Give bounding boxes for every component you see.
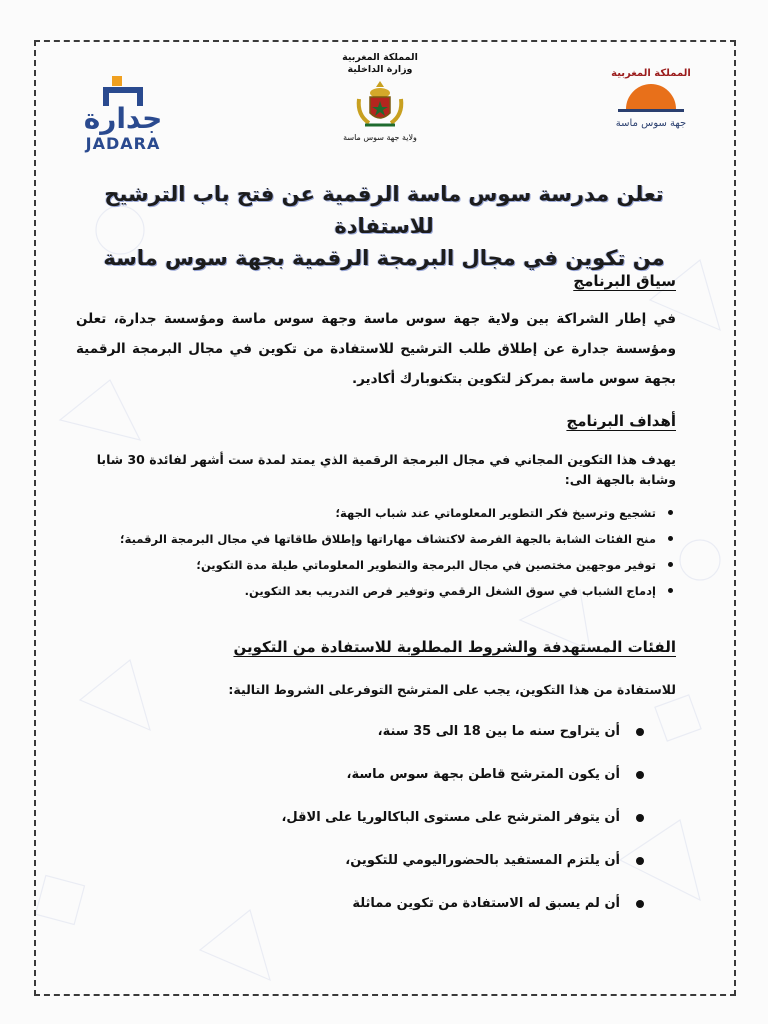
- government-header: [320, 52, 440, 143]
- region-logo: [608, 68, 694, 158]
- bullet-icon: [636, 814, 644, 822]
- objective-text: منح الفئات الشابة بالجهة الفرصة لاكتشاف مهاراتها وإطلاق طاقاتها في مجال البرمجة الرقمية؛: [120, 532, 656, 546]
- list-item: [100, 808, 620, 851]
- condition-text: أن يتراوح سنه ما بين 18 الى 35 سنة،: [377, 724, 620, 739]
- bullet-icon: [668, 562, 673, 567]
- sun-logo-icon: [608, 79, 694, 115]
- jadara-logo: [78, 76, 168, 153]
- jadara-logo-latin: JADARA: [85, 134, 161, 153]
- list-item: [100, 894, 620, 937]
- coat-of-arms-icon: [353, 79, 407, 131]
- list-item: [56, 500, 656, 526]
- ministry-label: وزارة الداخلية: [347, 64, 413, 75]
- condition-text: أن يكون المترشح قاطن بجهة سوس ماسة،: [346, 767, 620, 782]
- list-item: [100, 851, 620, 894]
- conditions-list: [100, 722, 648, 937]
- region-logo-name: جهة سوس ماسة: [615, 118, 687, 129]
- kingdom-label: المملكة المغربية: [342, 52, 418, 63]
- list-item: [56, 552, 656, 578]
- title-line-2: من تكوين في مجال البرمجة الرقمية بجهة سوس ماسة: [103, 246, 665, 270]
- condition-text: أن يتوفر المترشح على مستوى الباكالوريا على الاقل،: [281, 810, 620, 825]
- bullet-icon: [636, 857, 644, 865]
- context-paragraph: في إطار الشراكة بين ولاية جهة سوس ماسة وجهة سوس ماسة ومؤسسة جدارة، تعلن ومؤسسة جدارة عن إطلاق طلب الترشيح للاستفادة من تكوين في مجال البرمجة الرقمية بجهة سوس ماسة بمركز لتكوين بتكنوبارك أكادير.: [76, 311, 676, 387]
- context-heading: سياق البرنامج: [573, 272, 676, 290]
- bullet-icon: [636, 728, 644, 736]
- list-item: [100, 765, 620, 808]
- objectives-intro: يهدف هذا التكوين المجاني في مجال البرمجة الرقمية الذي يمتد لمدة ست أشهر لفائدة 30 شابا وشابة بالجهة الى:: [96, 452, 676, 487]
- jadara-logo-arabic: جدارة: [83, 102, 163, 135]
- conditions-heading: الفئات المستهدفة والشروط المطلوبة للاستفادة من التكوين: [233, 638, 676, 656]
- bullet-icon: [668, 588, 673, 593]
- region-logo-kingdom: المملكة المغربية: [611, 68, 691, 79]
- bullet-icon: [636, 900, 644, 908]
- title-line-1: تعلن مدرسة سوس ماسة الرقمية عن فتح باب الترشيح للاستفادة: [104, 182, 664, 238]
- objective-text: توفير موجهين مختصين في مجال البرمجة والتطوير المعلوماتي طيلة مدة التكوين؛: [196, 558, 656, 572]
- wilaya-label: ولاية جهة سوس ماسة: [343, 133, 417, 142]
- objectives-list: [56, 500, 676, 604]
- condition-text: أن يلتزم المستفيد بالحضوراليومي للتكوين،: [345, 853, 620, 868]
- condition-text: أن لم يسبق له الاستفادة من تكوين مماثلة: [352, 896, 620, 911]
- bullet-icon: [668, 510, 673, 515]
- bullet-icon: [636, 771, 644, 779]
- objective-text: إدماج الشباب في سوق الشغل الرقمي وتوفير فرص التدريب بعد التكوين.: [244, 584, 656, 598]
- objectives-heading: أهداف البرنامج: [566, 412, 676, 430]
- bullet-icon: [668, 536, 673, 541]
- announcement-title: [60, 178, 708, 274]
- list-item: [100, 722, 620, 765]
- objective-text: تشجيع وترسيخ فكر التطوير المعلوماتي عند شباب الجهة؛: [335, 506, 656, 520]
- list-item: [56, 578, 656, 604]
- conditions-intro: للاستفادة من هذا التكوين، يجب على المترشح التوفرعلى الشروط التالية:: [228, 682, 676, 697]
- list-item: [56, 526, 656, 552]
